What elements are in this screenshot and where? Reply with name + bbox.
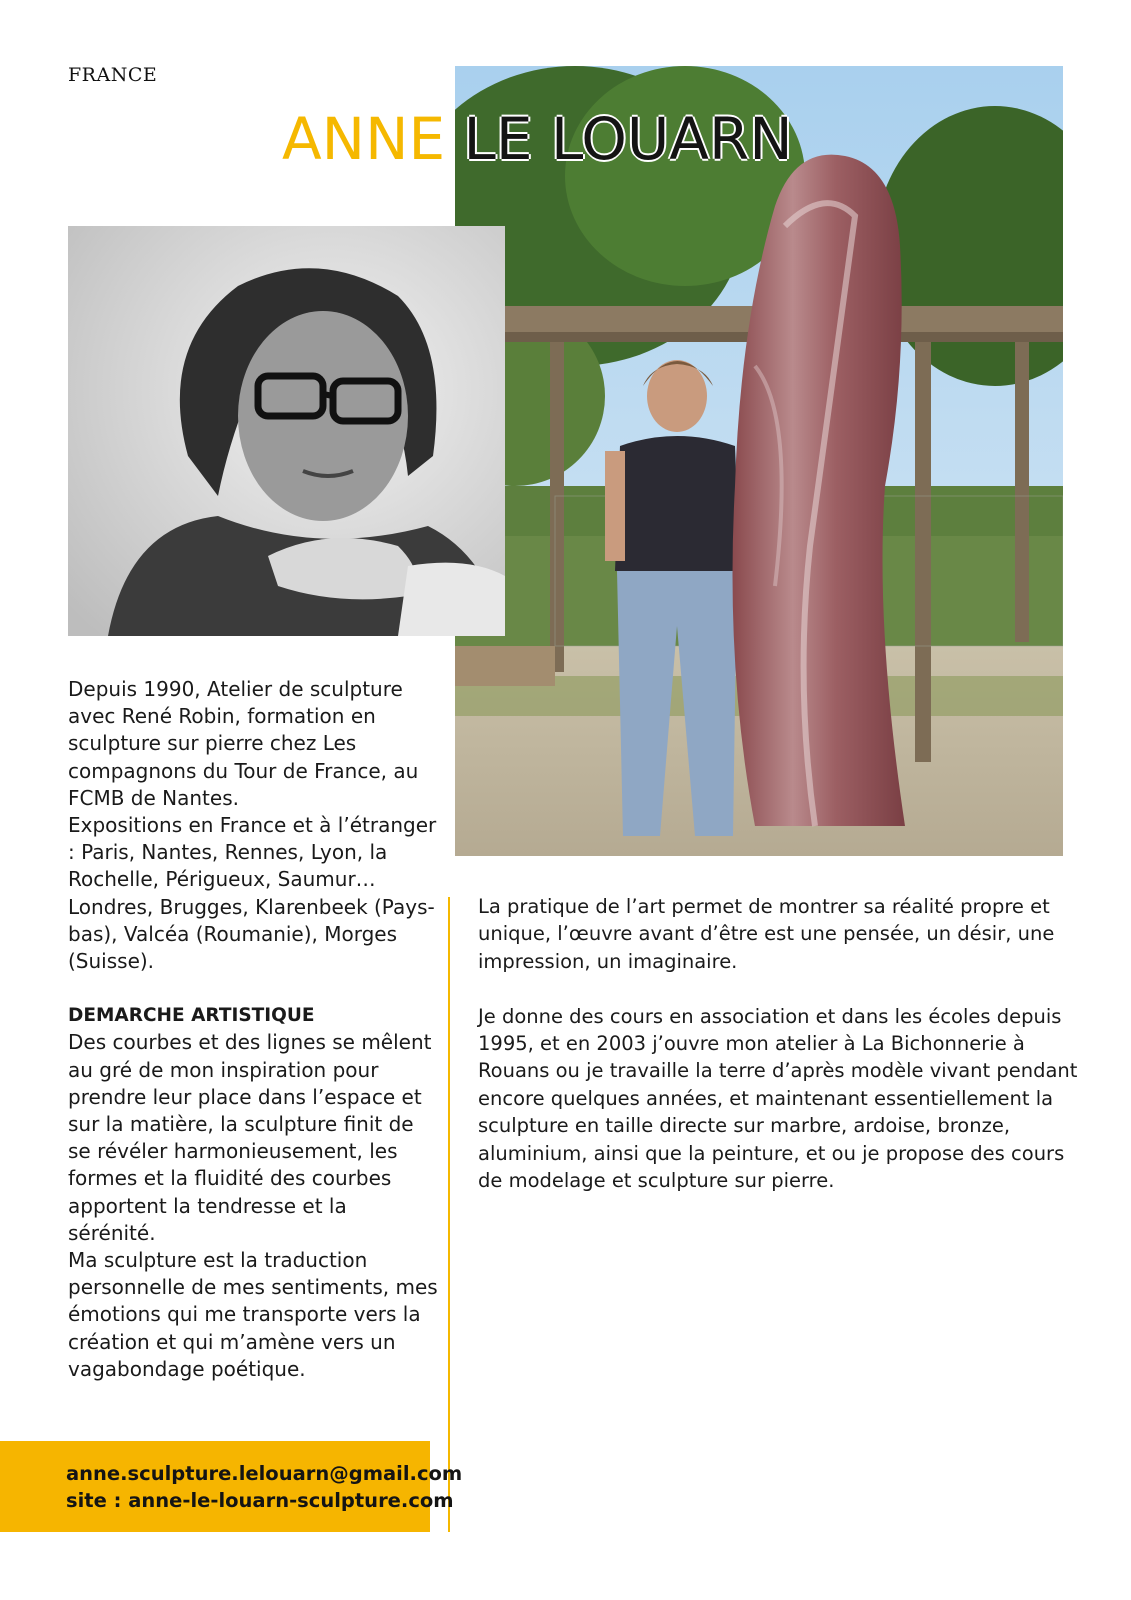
bio-training-text: Depuis 1990, Atelier de sculpture avec René Robin, formation en sculpture sur pierre chez Les compagnons du Tour de France, au FCMB de Nantes. [68,677,419,810]
artistic-approach-text-2: Ma sculpture est la traduction personnelle de mes sentiments, mes émotions qui me transporte vers la création et qui m’amène vers un vagabondage poétique. [68,1248,438,1381]
statement-column [478,893,1078,1222]
vertical-divider [448,897,450,1532]
artist-name-title [282,104,793,174]
artist-portrait-photo [68,226,505,636]
artistic-approach-text: Des courbes et des lignes se mêlent au gré de mon inspiration pour prendre leur place dans l’espace et sur la matière, la sculpture finit de se révéler harmonieusement, les formes et la fluidité des courbes apportent la tendresse et la sérénité. [68,1030,432,1245]
artistic-approach-heading: DEMARCHE ARTISTIQUE [68,1005,315,1027]
contact-box [0,1441,463,1532]
contact-site-link[interactable]: site : anne-le-louarn-sculpture.com [66,1489,454,1512]
title-last-name: LE LOUARN [463,105,793,173]
statement-paragraph-2: Je donne des cours en association et dans les écoles depuis 1995, et en 2003 j’ouvre mon atelier à La Bichonnerie à Rouans ou je travaille la terre d’après modèle vivant pendant encore quelques années, et maintenant essentiellement la sculpture en taille directe sur marbre, ardoise, bronze, aluminium, ainsi que la peinture, et ou je propose des cours de modelage et sculpture sur pierre. [478,1004,1078,1193]
title-first-name: ANNE [282,105,446,173]
artist-with-sculpture-photo [455,66,1063,856]
country-label: FRANCE [68,64,158,86]
bio-column [68,676,440,1383]
contact-email-link[interactable]: anne.sculpture.lelouarn@gmail.com [66,1462,463,1485]
statement-paragraph-1: La pratique de l’art permet de montrer sa réalité propre et unique, l’œuvre avant d’être est une pensée, un désir, une impression, un imaginaire. [478,895,1055,973]
bio-exhibitions-text: Expositions en France et à l’étranger : Paris, Nantes, Rennes, Lyon, la Rochelle, Périgueux, Saumur… Londres, Brugges, Klarenbeek (Pays-bas), Valcéa (Roumanie), Morges (Suisse). [68,813,437,974]
